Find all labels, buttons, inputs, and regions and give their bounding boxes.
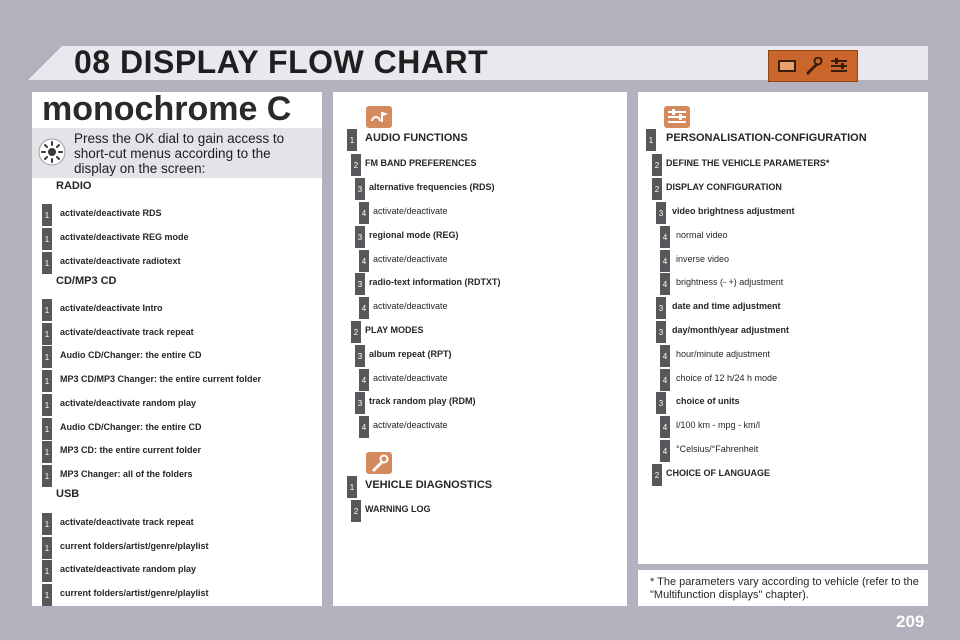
display-type-title: monochrome C (42, 90, 292, 128)
header-fold (28, 46, 62, 80)
audio-functions-icon (366, 106, 392, 128)
footnote: * The parameters vary according to vehicle (refer to the "Multifunction displays" chapter). (650, 576, 919, 601)
section-cd-mp3: CD/MP3 CD (56, 275, 117, 287)
info-text: Press the OK dial to gain access to short-cut menus according to the display on the screen: (74, 131, 285, 176)
page-number: 209 (896, 612, 925, 631)
vehicle-diagnostics-icon (366, 452, 392, 474)
settings-icon (829, 57, 849, 75)
section-tab (768, 50, 858, 82)
tool-icon (803, 57, 823, 75)
display-icon (777, 57, 797, 75)
section-radio: RADIO (56, 180, 92, 192)
page-title: 08 DISPLAY FLOW CHART (74, 44, 489, 80)
dial-icon (38, 138, 66, 166)
personalisation-icon (664, 106, 690, 128)
section-usb: USB (56, 488, 80, 500)
